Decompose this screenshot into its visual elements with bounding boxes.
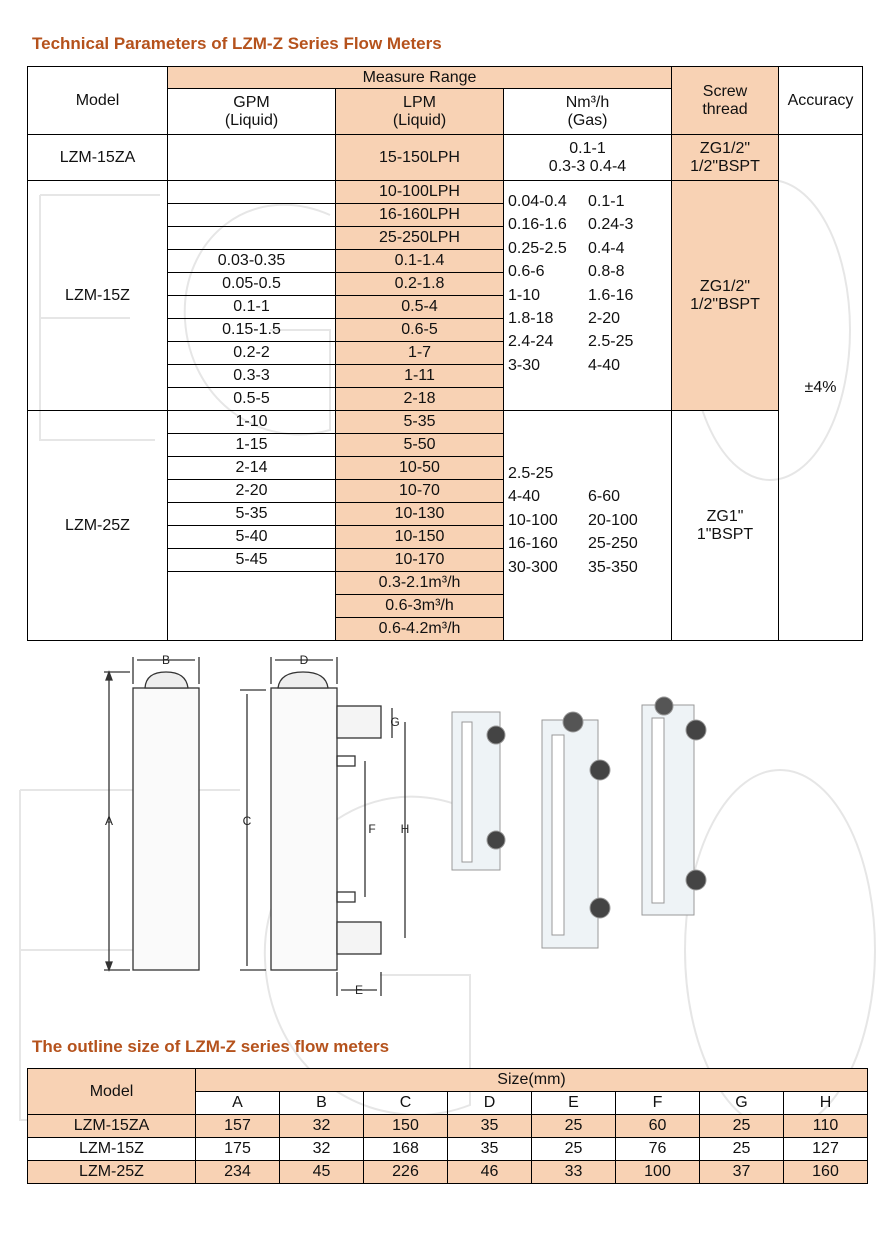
lpm-cell: 0.6-5 [336,319,504,342]
size-value: 32 [280,1138,364,1161]
gpm-cell [168,204,336,227]
size-value: 35 [448,1138,532,1161]
table-row [28,1161,868,1184]
size-value: 25 [532,1115,616,1138]
label-g: G [390,715,400,729]
table-row [28,1115,868,1138]
size-value: 25 [532,1138,616,1161]
lpm-cell: 10-130 [336,503,504,526]
model-header: Model [28,67,168,135]
size-value: 175 [196,1138,280,1161]
product-photo-medium [642,697,706,915]
col-c: C [364,1092,448,1115]
technical-parameters-title: Technical Parameters of LZM-Z Series Flow Meters [32,34,442,53]
lpm-cell: 1-11 [336,365,504,388]
gpm-cell: 0.15-1.5 [168,319,336,342]
label-e: E [354,983,364,997]
size-value: 35 [448,1115,532,1138]
outline-size-table [27,1068,868,1184]
nm3-cell-group: 0.04-0.4 0.1-1 0.16-1.6 0.24-3 0.25-2.5 0.4-4 0.6-6 0.8-8 1-10 1.6-16 1.8-18 2-20 2.4-24 2.5-25 3-30 4-40 [504,181,672,411]
screw-cell: ZG1/2" 1/2"BSPT [672,135,779,181]
size-model: LZM-25Z [28,1161,196,1184]
size-value: 100 [616,1161,700,1184]
lpm-cell: 10-170 [336,549,504,572]
size-value: 150 [364,1115,448,1138]
side-view-drawing [240,657,405,996]
screw-thread-header: Screw thread [672,67,779,135]
screw-cell: ZG1" 1"BSPT [672,411,779,641]
lpm-cell: 1-7 [336,342,504,365]
accuracy-value: ±4% [779,135,863,641]
gpm-cell: 5-35 [168,503,336,526]
size-mm-header: Size(mm) [196,1069,868,1092]
size-value: 76 [616,1138,700,1161]
col-a: A [196,1092,280,1115]
gpm-cell [168,572,336,595]
model-lzm15za: LZM-15ZA [28,135,168,181]
gpm-cell [168,181,336,204]
size-value: 46 [448,1161,532,1184]
size-model-header: Model [28,1069,196,1115]
lpm-cell: 10-100LPH [336,181,504,204]
label-f: F [368,822,376,836]
gpm-cell: 5-45 [168,549,336,572]
measure-range-header: Measure Range [168,67,672,89]
lpm-cell: 15-150LPH [336,135,504,181]
gpm-cell [168,227,336,250]
size-value: 127 [784,1138,868,1161]
lpm-cell: 0.6-3m³/h [336,595,504,618]
size-value: 60 [616,1115,700,1138]
lpm-cell: 2-18 [336,388,504,411]
gpm-cell [168,135,336,181]
model-lzm25z: LZM-25Z [28,411,168,641]
col-d: D [448,1092,532,1115]
lpm-cell: 0.3-2.1m³/h [336,572,504,595]
gpm-cell: 5-40 [168,526,336,549]
label-d: D [299,653,309,667]
size-value: 32 [280,1115,364,1138]
product-photo-large [542,712,610,948]
size-model: LZM-15Z [28,1138,196,1161]
screw-cell: ZG1/2" 1/2"BSPT [672,181,779,411]
size-value: 33 [532,1161,616,1184]
lpm-cell: 0.2-1.8 [336,273,504,296]
model-lzm15z: LZM-15Z [28,181,168,411]
gpm-cell [168,618,336,641]
size-value: 157 [196,1115,280,1138]
gpm-header: GPM (Liquid) [168,89,336,135]
size-value: 226 [364,1161,448,1184]
lpm-cell: 10-50 [336,457,504,480]
nm3-header: Nm³/h (Gas) [504,89,672,135]
flow-meter-diagram [0,650,885,1030]
nm3-cell: 0.1-1 0.3-3 0.4-4 [504,135,672,181]
size-value: 110 [784,1115,868,1138]
col-g: G [700,1092,784,1115]
lpm-cell: 5-50 [336,434,504,457]
gpm-cell: 0.5-5 [168,388,336,411]
lpm-cell: 5-35 [336,411,504,434]
lpm-header: LPM (Liquid) [336,89,504,135]
accuracy-header: Accuracy [779,67,863,135]
technical-parameters-table [27,66,863,641]
table-row [28,1138,868,1161]
lpm-cell: 0.5-4 [336,296,504,319]
gpm-cell: 2-14 [168,457,336,480]
label-h: H [400,822,410,836]
size-value: 160 [784,1161,868,1184]
lpm-cell: 0.6-4.2m³/h [336,618,504,641]
lpm-cell: 10-150 [336,526,504,549]
lpm-cell: 0.1-1.4 [336,250,504,273]
gpm-cell: 1-10 [168,411,336,434]
gpm-cell: 2-20 [168,480,336,503]
nm3-cell-group: 2.5-25 4-40 6-60 10-100 20-100 16-160 25-250 30-300 35-350 [504,411,672,641]
size-value: 45 [280,1161,364,1184]
size-value: 168 [364,1138,448,1161]
gpm-cell: 0.1-1 [168,296,336,319]
col-h: H [784,1092,868,1115]
label-c: C [242,814,252,828]
label-b: B [161,653,171,667]
size-value: 25 [700,1138,784,1161]
outline-size-title: The outline size of LZM-Z series flow meters [32,1037,390,1056]
lpm-cell: 16-160LPH [336,204,504,227]
lpm-cell: 10-70 [336,480,504,503]
size-model: LZM-15ZA [28,1115,196,1138]
gpm-cell: 1-15 [168,434,336,457]
gpm-cell: 0.05-0.5 [168,273,336,296]
size-value: 25 [700,1115,784,1138]
gpm-cell: 0.03-0.35 [168,250,336,273]
gpm-cell: 0.2-2 [168,342,336,365]
product-photo-small [452,712,505,870]
size-value: 234 [196,1161,280,1184]
front-view-drawing [104,657,199,970]
label-a: A [104,814,114,828]
col-f: F [616,1092,700,1115]
lpm-cell: 25-250LPH [336,227,504,250]
size-value: 37 [700,1161,784,1184]
gpm-cell [168,595,336,618]
col-e: E [532,1092,616,1115]
col-b: B [280,1092,364,1115]
gpm-cell: 0.3-3 [168,365,336,388]
